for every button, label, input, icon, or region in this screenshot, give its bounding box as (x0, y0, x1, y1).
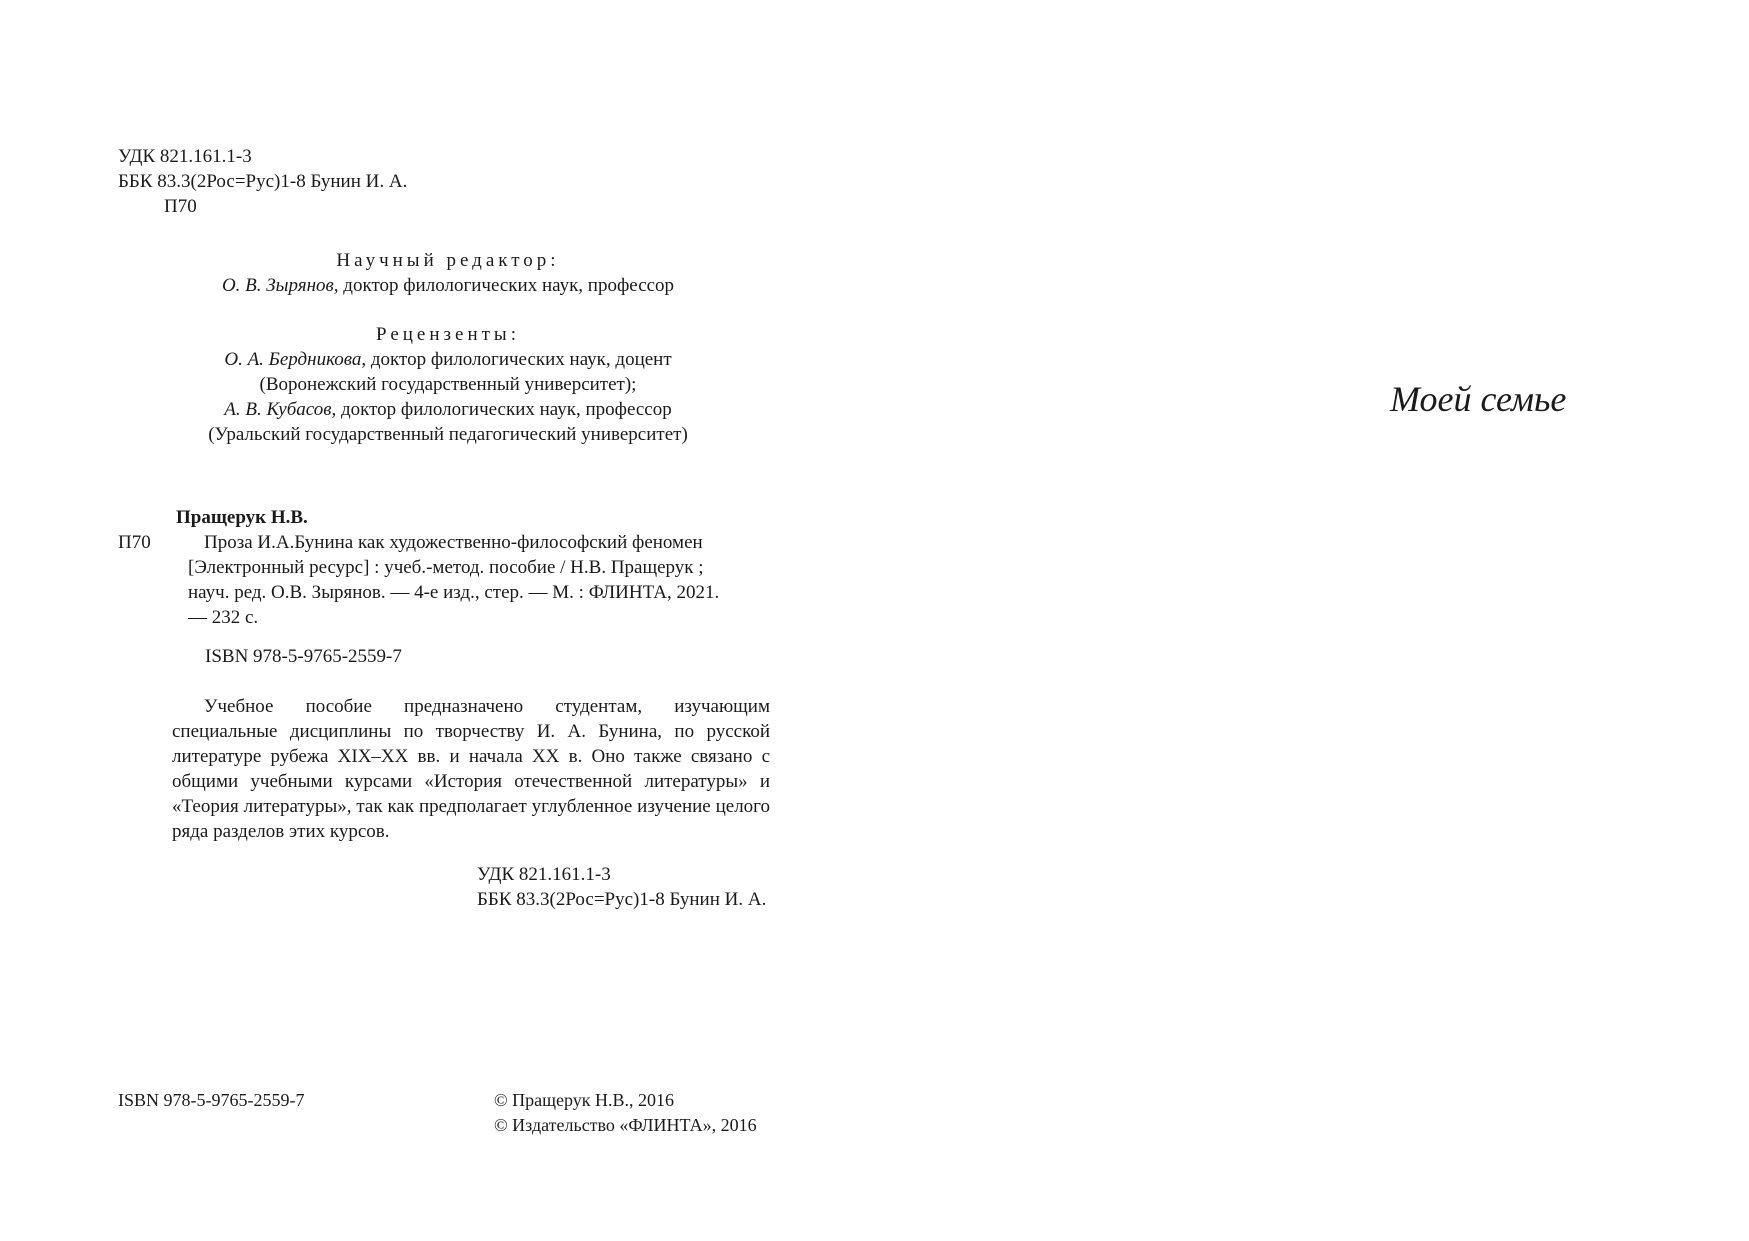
bibliographic-description (188, 530, 758, 630)
bibliographic-author: Пращерук Н.В. (176, 507, 308, 528)
reviewer-line (160, 397, 736, 422)
reviewer-affiliation: (Уральский государственный педагогический университет) (208, 424, 688, 445)
annotation-paragraph: Учебное пособие предназначено студентам, изучающим специальные дисциплины по творчеству И. А. Бунина, по русской литературе рубежа XIX–XX вв. и начала XX в. Оно также связано с общими учебными курсами «История отечественной литературы» и «Теория литературы», так как предполагает углубленное изучение целого ряда разделов этих курсов. (172, 696, 770, 842)
bbk-code: ББК 83.3(2Рос=Рус)1-8 Бунин И. А. (118, 171, 408, 192)
classification-block-top (118, 144, 407, 219)
reviewer-affiliation: (Воронежский государственный университет); (259, 374, 637, 395)
reviewer-credentials: , доктор филологических наук, доцент (361, 349, 672, 370)
editor-heading: Научный редактор: (336, 250, 560, 271)
reviewer-name: О. А. Бердникова (224, 349, 362, 370)
author-mark: П70 (164, 196, 197, 217)
reviewer-credentials: , доктор филологических наук, профессор (331, 399, 672, 420)
footer-isbn: ISBN 978-5-9765-2559-7 (118, 1090, 305, 1110)
classification-block-bottom (477, 862, 766, 912)
bibliographic-line: науч. ред. О.В. Зырянов. — 4-е изд., стер. — М. : ФЛИНТА, 2021. (188, 582, 720, 603)
isbn-number: ISBN 978-5-9765-2559-7 (205, 646, 402, 667)
bibliographic-mark: П70 (118, 532, 151, 553)
udk-code: УДК 821.161.1-3 (477, 864, 611, 885)
udk-code: УДК 821.161.1-3 (118, 146, 252, 167)
editor-line (160, 273, 736, 298)
copyright-author: © Пращерук Н.В., 2016 (494, 1090, 675, 1110)
reviewers-heading: Рецензенты: (376, 324, 520, 345)
bibliographic-line: [Электронный ресурс] : учеб.-метод. пособие / Н.В. Пращерук ; (188, 557, 704, 578)
bbk-code: ББК 83.3(2Рос=Рус)1-8 Бунин И. А. (477, 889, 767, 910)
copyright-block (494, 1088, 757, 1138)
bibliographic-line: Проза И.А.Бунина как художественно-философский феномен (204, 532, 703, 553)
editor-credentials: , доктор филологических наук, профессор (333, 275, 675, 296)
editor-name: О. В. Зырянов (221, 275, 334, 296)
reviewers-block (160, 322, 736, 447)
dedication: Моей семье (1390, 379, 1567, 419)
copyright-publisher: © Издательство «ФЛИНТА», 2016 (494, 1115, 757, 1135)
reviewer-line (160, 347, 736, 372)
bibliographic-line: — 232 с. (188, 607, 259, 628)
reviewer-name: А. В. Кубасов (224, 399, 332, 420)
editor-block (160, 248, 736, 298)
